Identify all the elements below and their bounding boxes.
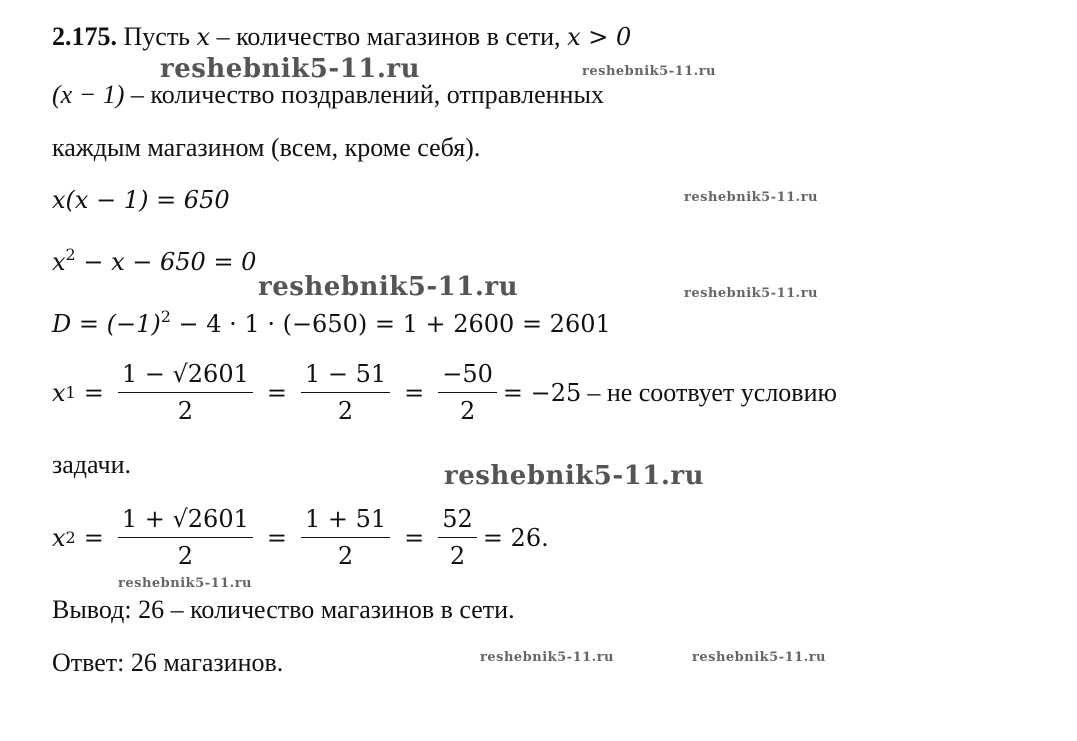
conclusion: Вывод: 26 – количество магазинов в сети.: [52, 595, 515, 624]
intro-text: Пусть: [117, 22, 197, 51]
x2-f3-denominator: 2: [449, 542, 466, 570]
x2-f1-denominator: 2: [177, 542, 193, 570]
x2-f3-numerator: 52: [438, 505, 477, 538]
x1-f3-denominator: 2: [459, 397, 476, 425]
x1-result: = −25: [502, 378, 582, 407]
x1-f2-denominator: 2: [337, 397, 354, 425]
var-x: x: [196, 23, 211, 51]
x1-f1-numerator: 1 − √2601: [118, 360, 253, 393]
intro-dash-text: – количество магазинов в сети,: [210, 22, 568, 51]
x2-fraction-3: [438, 505, 477, 570]
watermark: reshebnik5-11.ru: [444, 461, 705, 491]
discriminant: [52, 302, 611, 339]
root-x2: x 2 = $\frac{1 + √2601}{2}$ = $\frac{1 + 51}{2}$ = $\frac{52}{2}$ = 26.: [52, 505, 549, 570]
line-3: каждым магазином (всем, кроме себя).: [52, 133, 481, 162]
equation-2: [52, 240, 256, 277]
problem-number: 2.175.: [52, 22, 117, 51]
expr-x-minus-1: (x − 1) –: [52, 80, 144, 109]
disc-part-b: − 4 · 1 · (−650) = 1 + 2600 = 2601: [170, 310, 611, 338]
watermark: reshebnik5-11.ru: [582, 64, 717, 79]
eq2-x: x: [52, 248, 66, 276]
x1-fraction-3: [438, 360, 497, 425]
x1-fraction-1: [118, 360, 253, 425]
problem-statement: [52, 22, 631, 52]
watermark: reshebnik5-11.ru: [692, 650, 827, 665]
watermark: reshebnik5-11.ru: [258, 272, 519, 302]
watermark: reshebnik5-11.ru: [684, 190, 819, 205]
watermark: reshebnik5-11.ru: [160, 54, 421, 84]
x1-fraction-2: [301, 360, 390, 425]
line-zadachi: задачи.: [52, 450, 132, 479]
disc-part-a: D = (−1): [52, 310, 161, 338]
x2-f1-numerator: 1 + √2601: [118, 505, 253, 538]
x1-f3-numerator: −50: [438, 360, 497, 393]
x2-f2-numerator: 1 + 51: [301, 505, 390, 538]
x1-f2-numerator: 1 − 51: [301, 360, 390, 393]
x2-var: x: [52, 523, 66, 552]
x1-note: – не соотвует условию: [587, 377, 837, 407]
watermark: reshebnik5-11.ru: [480, 650, 615, 665]
eq2-rest: − x − 650 = 0: [75, 248, 257, 276]
disc-power: 2: [160, 307, 171, 326]
x2-result: = 26.: [482, 523, 549, 552]
condition: x > 0: [567, 23, 632, 51]
answer: Ответ: 26 магазинов.: [52, 648, 284, 677]
x1-f1-denominator: 2: [177, 397, 193, 425]
x2-fraction-2: [301, 505, 390, 570]
line-2-text: количество поздравлений, отправленных: [143, 80, 604, 109]
root-x1: x 1 = $\frac{1 - √2601}{2}$ = $\frac{1 - 51}{2}$ = $\frac{-50}{2}$ = −25 – не соотвует условию: [52, 360, 837, 425]
watermark: reshebnik5-11.ru: [684, 286, 819, 301]
equation-1: x(x − 1) = 650: [52, 186, 230, 214]
x2-fraction-1: [118, 505, 253, 570]
watermark: reshebnik5-11.ru: [118, 576, 253, 591]
x1-sub: 1: [65, 383, 76, 402]
eq2-power: 2: [65, 245, 76, 264]
line-2: [52, 80, 604, 110]
x1-var: x: [52, 378, 66, 407]
x2-f2-denominator: 2: [337, 542, 354, 570]
x2-sub: 2: [65, 528, 76, 547]
